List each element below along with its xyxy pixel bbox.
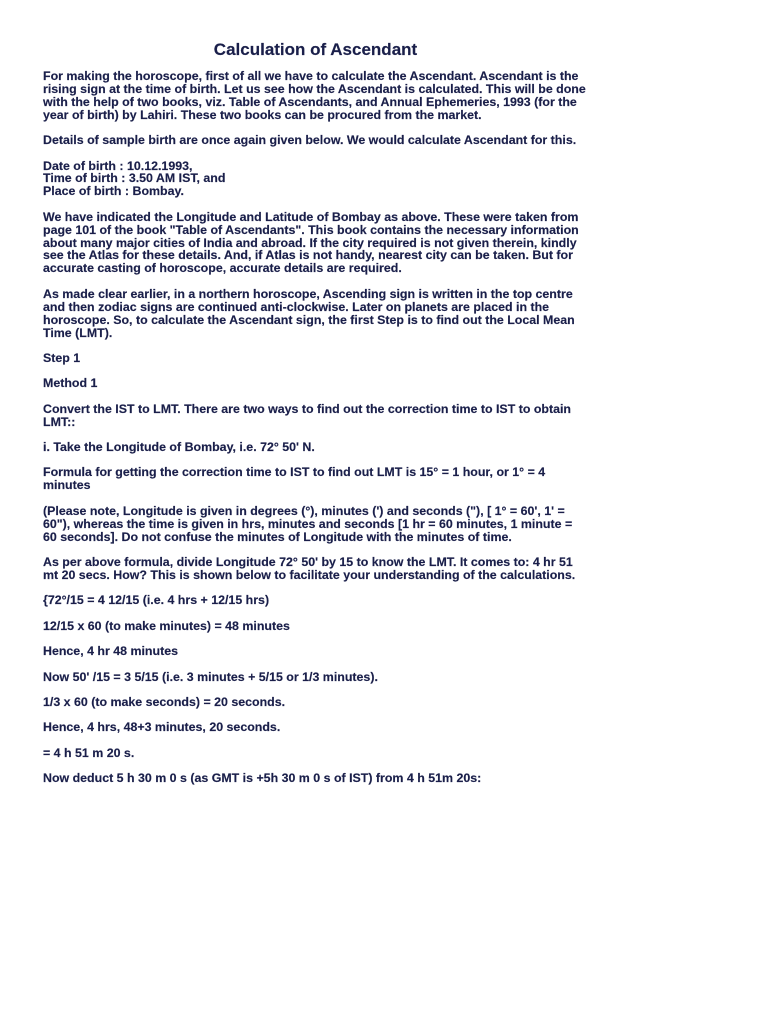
calc-line-2: 12/15 x 60 (to make minutes) = 48 minutes — [43, 618, 290, 633]
paragraph-longitude-bombay: i. Take the Longitude of Bombay, i.e. 72° 50' N. — [43, 440, 315, 455]
paragraph-divide-longitude: As per above formula, divide Longitude 72° 50' by 15 to know the LMT. It comes to: 4 hr 51 mt 20 secs. How? This is shown below to facilitate your understanding of the calculations. — [43, 554, 576, 582]
heading-step-1: Step 1 — [43, 350, 81, 365]
heading-method-1: Method 1 — [43, 376, 98, 391]
document-title: Calculation of Ascendant — [213, 40, 418, 59]
calc-line-4: Now 50' /15 = 3 5/15 (i.e. 3 minutes + 5/15 or 1/3 minutes). — [43, 669, 378, 684]
paragraph-longitude-latitude: We have indicated the Longitude and Latitude of Bombay as above. These were taken from page 101 of the book "Table of Ascendants". This book contains the necessary information about many major cities of India and abroad. If the city required is not given therein, kindly see the Atlas for these details. And, if Atlas is not handy, nearest city can be taken. But for accurate casting of horoscope, accurate details are required. — [43, 209, 579, 276]
calc-line-1: {72°/15 = 4 12/15 (i.e. 4 hrs + 12/15 hrs) — [43, 593, 270, 608]
document-body — [43, 40, 588, 798]
calc-line-8: Now deduct 5 h 30 m 0 s (as GMT is +5h 30 m 0 s of IST) from 4 h 51m 20s: — [43, 771, 482, 786]
paragraph-sample-birth: Details of sample birth are once again given below. We would calculate Ascendant for this. — [43, 133, 577, 148]
calc-line-5: 1/3 x 60 (to make seconds) = 20 seconds. — [43, 694, 286, 709]
paragraph-birth-details: Date of birth : 10.12.1993, Time of birth : 3.50 AM IST, and Place of birth : Bombay. — [43, 158, 226, 199]
paragraph-convert-ist: Convert the IST to LMT. There are two ways to find out the correction time to IST to obtain LMT:: — [43, 401, 572, 429]
calc-line-6: Hence, 4 hrs, 48+3 minutes, 20 seconds. — [43, 720, 281, 735]
paragraph-northern-horoscope: As made clear earlier, in a northern horoscope, Ascending sign is written in the top centre and then zodiac signs are continued anti-clockwise. Later on planets are placed in the horoscope. So, to calculate the Ascendant sign, the first Step is to find out the Local Mean Time (LMT). — [43, 286, 575, 340]
calc-line-3: Hence, 4 hr 48 minutes — [43, 644, 178, 659]
paragraph-intro: For making the horoscope, first of all we have to calculate the Ascendant. Ascendant is the rising sign at the time of birth. Let us see how the Ascendant is calculated. This will be done with the help of two books, viz. Table of Ascendants, and Annual Ephemeries, 1993 (for the year of birth) by Lahiri. These two books can be procured from the market. — [43, 69, 586, 122]
calc-line-7: = 4 h 51 m 20 s. — [43, 745, 135, 760]
paragraph-note: (Please note, Longitude is given in degrees (°), minutes (') and seconds ("), [ 1° = 60', 1' = 60"), whereas the time is given in hrs, minutes and seconds [1 hr = 60 minutes, 1 minute = 60 seconds]. Do not confuse the minutes of Longitude with the minutes of time. — [43, 503, 573, 544]
paragraph-formula: Formula for getting the correction time to IST to find out LMT is 15° = 1 hour, or 1° = 4 minutes — [43, 465, 546, 493]
